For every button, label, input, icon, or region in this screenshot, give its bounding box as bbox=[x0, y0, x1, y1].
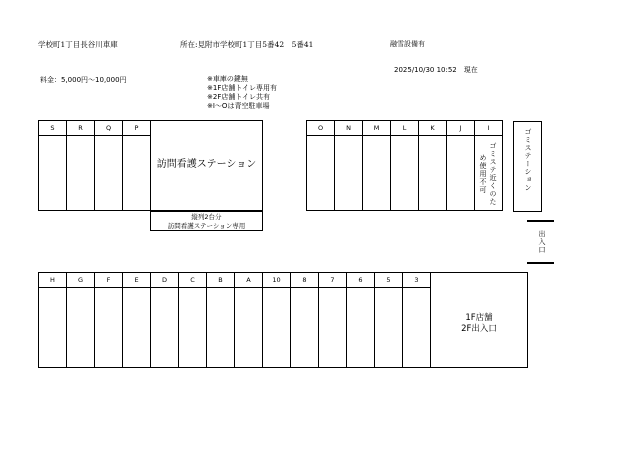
notes bbox=[207, 75, 277, 111]
parking-space[interactable]: G bbox=[66, 272, 94, 368]
parking-space[interactable]: N bbox=[334, 120, 362, 211]
parking-space[interactable]: A bbox=[234, 272, 262, 368]
shop-label: 1F店舗 bbox=[465, 313, 493, 323]
parking-space[interactable]: B bbox=[206, 272, 234, 368]
parking-space[interactable]: 5 bbox=[374, 272, 402, 368]
note-line: ※I〜Oは青空駐車場 bbox=[207, 102, 270, 110]
parking-space[interactable]: J bbox=[446, 120, 474, 211]
fee-range: 料金：5,000円〜10,000円 bbox=[40, 76, 127, 84]
exit-label: 出入口 bbox=[538, 230, 546, 254]
note-line: ※車庫の鍵無 bbox=[207, 75, 248, 83]
shop-entrance-label: 2F出入口 bbox=[461, 324, 497, 334]
parking-space[interactable]: O bbox=[306, 120, 334, 211]
garbage-station: ゴミステーション bbox=[513, 121, 542, 212]
parking-space[interactable]: 8 bbox=[290, 272, 318, 368]
parking-space[interactable]: S bbox=[38, 120, 66, 211]
station-label: 訪問看護ステーション bbox=[156, 159, 257, 170]
parking-space-i[interactable]: I ゴミステ近くのため使用不可 bbox=[474, 120, 503, 211]
shop-area bbox=[430, 272, 528, 368]
parking-space[interactable]: C bbox=[178, 272, 206, 368]
parking-name: 学校町1丁目長谷川車庫 bbox=[38, 40, 118, 49]
station-note: 縦列2台分 訪問看護ステーション専用 bbox=[150, 211, 263, 231]
parking-space[interactable]: H bbox=[38, 272, 66, 368]
parking-space[interactable]: P bbox=[122, 120, 150, 211]
parking-space[interactable]: 3 bbox=[402, 272, 430, 368]
timestamp: 2025/10/30 10:52 現在 bbox=[394, 66, 478, 74]
parking-space[interactable]: D bbox=[150, 272, 178, 368]
note-line: ※2F店舗トイレ共有 bbox=[207, 93, 270, 101]
parking-space[interactable]: 7 bbox=[318, 272, 346, 368]
parking-space[interactable]: K bbox=[418, 120, 446, 211]
note-line: ※1F店舗トイレ専用有 bbox=[207, 84, 277, 92]
parking-space[interactable]: F bbox=[94, 272, 122, 368]
parking-space[interactable]: 6 bbox=[346, 272, 374, 368]
snow-melting-note: 融雪設備有 bbox=[390, 40, 425, 48]
parking-space[interactable]: L bbox=[390, 120, 418, 211]
parking-space[interactable]: Q bbox=[94, 120, 122, 211]
space-i-note: ゴミステ近くのため使用不可 bbox=[479, 142, 497, 206]
exit-line-bottom bbox=[527, 262, 554, 264]
station-area bbox=[150, 120, 263, 211]
parking-space[interactable]: M bbox=[362, 120, 390, 211]
exit-line-top bbox=[527, 220, 554, 222]
parking-location: 所在:見附市学校町1丁目5番42 5番41 bbox=[180, 40, 314, 49]
parking-space[interactable]: 10 bbox=[262, 272, 290, 368]
parking-space[interactable]: R bbox=[66, 120, 94, 211]
parking-space[interactable]: E bbox=[122, 272, 150, 368]
